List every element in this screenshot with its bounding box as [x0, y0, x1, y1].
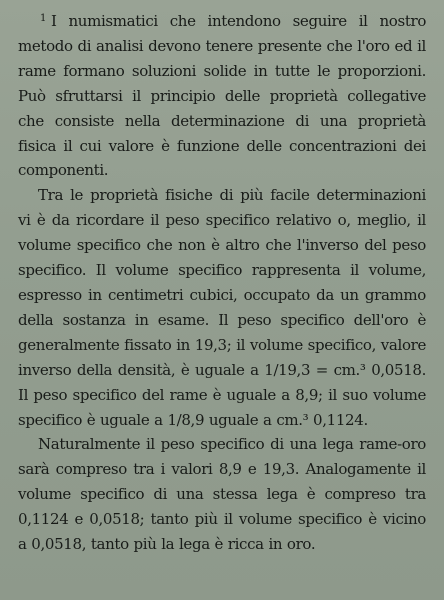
footnote-paragraph	[18, 7, 426, 183]
footnote-text: I numismatici che intendono seguire il nostro metodo di analisi devono tenere presente che l'oro ed il rame formano soluzioni solide in tutte le proporzioni. Può sfruttarsi il principio delle proprietà collegative che consiste nella determinazione di una proprietà fisica il cui valore è funzione delle concentrazioni dei componenti.	[18, 12, 426, 180]
paragraph-alloy-range: Naturalmente il peso specifico di una lega rame-oro sarà compreso tra i valori 8,9 e 19,3. Analogamente il volume specifico di una stessa lega è compreso tra 0,1124 e 0,0518; tanto più il volume specifico è vicino a 0,0518, tanto più la lega è ricca in oro.	[18, 435, 426, 554]
footnote-marker: 1	[40, 13, 47, 24]
text-block	[18, 7, 426, 557]
paragraph-specific-volume: Tra le proprietà fisiche di più facile determinazioni vi è da ricordare il peso specifico relativo o, meglio, il volume specifico che non è altro che l'inverso del peso specifico. Il volume specifico rappresenta il volume, espresso in centimetri cubici, occupato da un grammo della sostanza in esame. Il peso specifico dell'oro è generalmente fissato in 19,3; il volume specifico, valore inverso della densità, è uguale a 1/19,3 = cm.³ 0,0518. Il peso specifico del rame è uguale a 8,9; il suo volume specifico è uguale a 1/8,9 uguale a cm.³ 0,1124.	[18, 186, 426, 429]
